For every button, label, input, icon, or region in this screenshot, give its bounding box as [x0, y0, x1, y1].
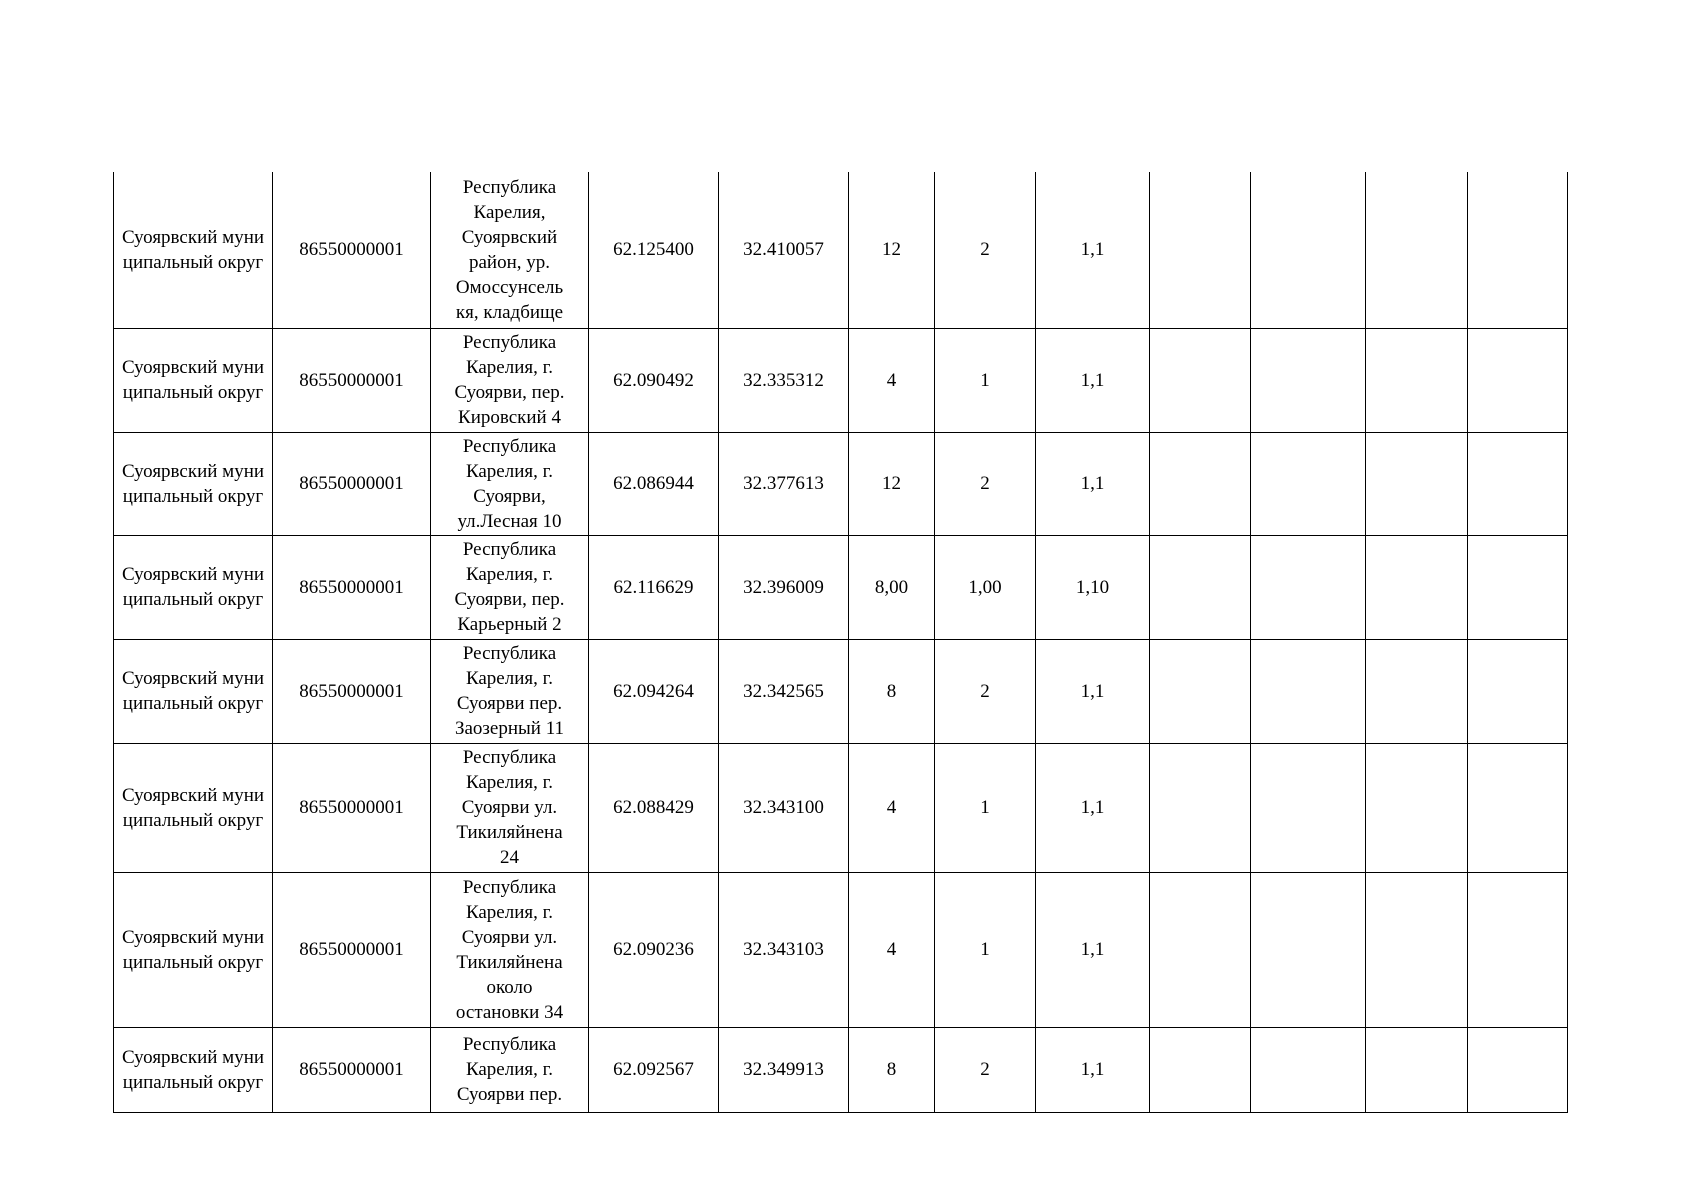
cell-longitude: 32.410057 [719, 172, 849, 328]
cell-address: Республика Карелия, г. Суоярви, ул.Лесная 10 [431, 432, 589, 535]
cell-empty [1366, 535, 1468, 639]
table-row [114, 1027, 1568, 1112]
cell-area: 12 [849, 432, 935, 535]
cell-oktmo: 86550000001 [273, 172, 431, 328]
cell-address: Республика Карелия, Суоярвский район, ур. Омоссунсель кя, кладбище [431, 172, 589, 328]
cell-empty [1468, 639, 1568, 743]
table-body [114, 172, 1568, 1112]
cell-volume: 1,1 [1036, 172, 1150, 328]
cell-empty [1468, 328, 1568, 432]
cell-empty [1251, 872, 1366, 1027]
cell-empty [1468, 872, 1568, 1027]
cell-area: 12 [849, 172, 935, 328]
cell-district: Суоярвский муниципальный округ [114, 872, 273, 1027]
cell-district: Суоярвский муниципальный округ [114, 172, 273, 328]
cell-longitude: 32.335312 [719, 328, 849, 432]
cell-latitude: 62.094264 [589, 639, 719, 743]
cell-empty [1150, 172, 1251, 328]
cell-latitude: 62.088429 [589, 743, 719, 872]
cell-empty [1251, 172, 1366, 328]
cell-empty [1150, 328, 1251, 432]
table-row [114, 872, 1568, 1027]
cell-empty [1150, 743, 1251, 872]
sites-table [113, 172, 1568, 1113]
cell-longitude: 32.343103 [719, 872, 849, 1027]
cell-volume: 1,1 [1036, 743, 1150, 872]
cell-empty [1468, 1027, 1568, 1112]
cell-empty [1366, 328, 1468, 432]
cell-address: Республика Карелия, г. Суоярви, пер. Кировский 4 [431, 328, 589, 432]
cell-oktmo: 86550000001 [273, 872, 431, 1027]
cell-empty [1468, 172, 1568, 328]
cell-area: 4 [849, 872, 935, 1027]
cell-containers: 1 [935, 872, 1036, 1027]
cell-empty [1251, 639, 1366, 743]
cell-area: 4 [849, 743, 935, 872]
cell-empty [1251, 432, 1366, 535]
cell-address: Республика Карелия, г. Суоярви пер. Заозерный 11 [431, 639, 589, 743]
cell-longitude: 32.377613 [719, 432, 849, 535]
cell-containers: 1,00 [935, 535, 1036, 639]
cell-district: Суоярвский муниципальный округ [114, 639, 273, 743]
cell-oktmo: 86550000001 [273, 639, 431, 743]
cell-address: Республика Карелия, г. Суоярви пер. [431, 1027, 589, 1112]
cell-latitude: 62.090236 [589, 872, 719, 1027]
cell-district: Суоярвский муниципальный округ [114, 743, 273, 872]
cell-containers: 2 [935, 639, 1036, 743]
cell-area: 4 [849, 328, 935, 432]
table-row [114, 639, 1568, 743]
cell-volume: 1,1 [1036, 639, 1150, 743]
cell-empty [1366, 872, 1468, 1027]
cell-longitude: 32.343100 [719, 743, 849, 872]
cell-containers: 2 [935, 172, 1036, 328]
cell-empty [1366, 743, 1468, 872]
cell-latitude: 62.125400 [589, 172, 719, 328]
cell-district: Суоярвский муниципальный округ [114, 535, 273, 639]
table-row [114, 743, 1568, 872]
cell-empty [1251, 535, 1366, 639]
cell-volume: 1,1 [1036, 1027, 1150, 1112]
cell-latitude: 62.116629 [589, 535, 719, 639]
cell-empty [1150, 872, 1251, 1027]
cell-district: Суоярвский муниципальный округ [114, 1027, 273, 1112]
cell-empty [1150, 432, 1251, 535]
cell-area: 8 [849, 639, 935, 743]
cell-empty [1366, 172, 1468, 328]
cell-empty [1366, 639, 1468, 743]
cell-containers: 2 [935, 432, 1036, 535]
cell-latitude: 62.086944 [589, 432, 719, 535]
cell-containers: 1 [935, 328, 1036, 432]
cell-empty [1366, 1027, 1468, 1112]
table-row [114, 172, 1568, 328]
cell-longitude: 32.342565 [719, 639, 849, 743]
cell-empty [1366, 432, 1468, 535]
table-row [114, 432, 1568, 535]
cell-empty [1150, 1027, 1251, 1112]
cell-oktmo: 86550000001 [273, 1027, 431, 1112]
cell-oktmo: 86550000001 [273, 432, 431, 535]
cell-area: 8,00 [849, 535, 935, 639]
cell-latitude: 62.090492 [589, 328, 719, 432]
cell-longitude: 32.396009 [719, 535, 849, 639]
cell-empty [1251, 743, 1366, 872]
cell-district: Суоярвский муниципальный округ [114, 432, 273, 535]
cell-address: Республика Карелия, г. Суоярви ул. Тикиляйнена около остановки 34 [431, 872, 589, 1027]
cell-volume: 1,10 [1036, 535, 1150, 639]
cell-empty [1251, 328, 1366, 432]
cell-empty [1468, 432, 1568, 535]
cell-longitude: 32.349913 [719, 1027, 849, 1112]
cell-oktmo: 86550000001 [273, 328, 431, 432]
cell-address: Республика Карелия, г. Суоярви ул. Тикиляйнена 24 [431, 743, 589, 872]
cell-address: Республика Карелия, г. Суоярви, пер. Карьерный 2 [431, 535, 589, 639]
cell-oktmo: 86550000001 [273, 743, 431, 872]
cell-containers: 2 [935, 1027, 1036, 1112]
cell-volume: 1,1 [1036, 328, 1150, 432]
cell-district: Суоярвский муниципальный округ [114, 328, 273, 432]
cell-containers: 1 [935, 743, 1036, 872]
cell-empty [1150, 639, 1251, 743]
cell-latitude: 62.092567 [589, 1027, 719, 1112]
cell-empty [1468, 743, 1568, 872]
cell-empty [1150, 535, 1251, 639]
cell-oktmo: 86550000001 [273, 535, 431, 639]
cell-volume: 1,1 [1036, 872, 1150, 1027]
cell-empty [1251, 1027, 1366, 1112]
cell-volume: 1,1 [1036, 432, 1150, 535]
cell-area: 8 [849, 1027, 935, 1112]
cell-empty [1468, 535, 1568, 639]
table-row [114, 328, 1568, 432]
table-row [114, 535, 1568, 639]
